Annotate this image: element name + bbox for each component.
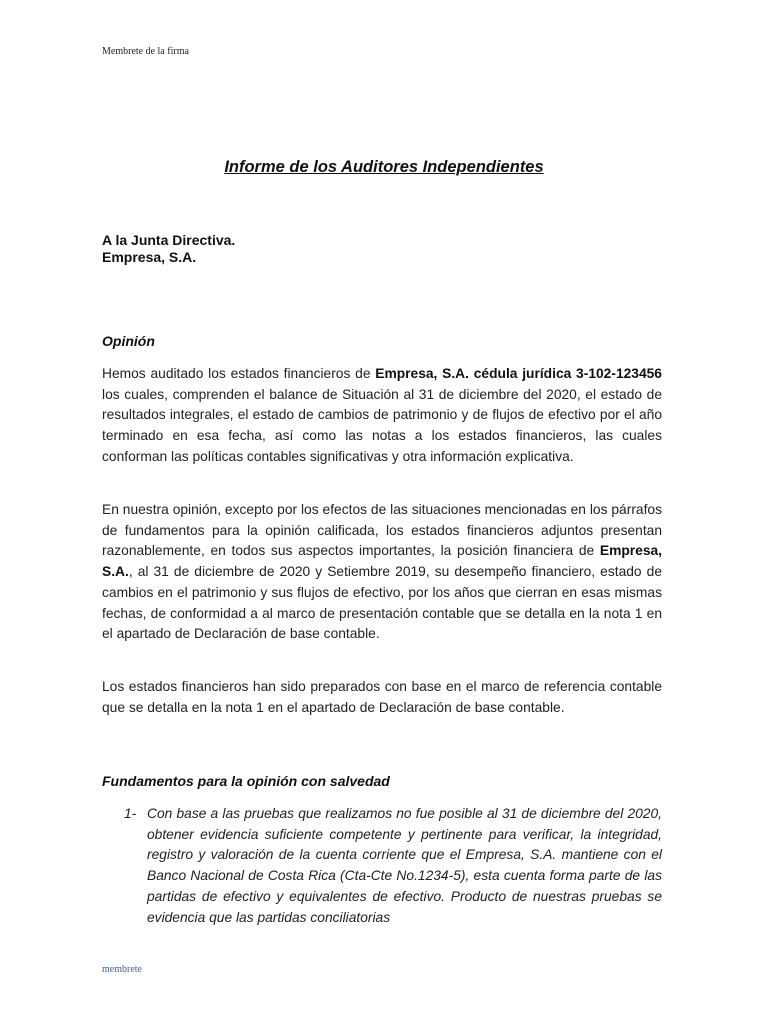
list-item-number: 1- [124,806,137,821]
opinion-p1-company: Empresa, S.A. cédula jurídica 3-102-123456 [375,366,662,381]
report-title: Informe de los Auditores Independientes [224,158,544,176]
opinion-paragraph-3: Los estados financieros han sido preparados con base en el marco de referencia contable que se detalla en la nota 1 en el apartado de Declaración de base contable. [102,679,662,715]
letterhead-footer: membrete [102,964,142,975]
addressee-block [102,232,235,266]
opinion-p2-company: Empresa, S.A. [102,543,662,580]
opinion-p1-text-start: Hemos auditado los estados financieros de [102,366,376,381]
addressee-line-2: Empresa, S.A. [102,249,197,265]
opinion-heading: Opinión [102,333,155,349]
list-item [124,804,662,928]
fundamentos-heading: Fundamentos para la opinión con salvedad [102,773,390,789]
opinion-p2-text-end: , al 31 de diciembre de 2020 y Setiembre 2019, su desempeño financiero, estado de cambios en el patrimonio y sus flujos de efectivo, por los años que cierran en esas mismas fechas, de conformidad a al marco de presentación contable que se detalla en la nota 1 en el apartado de Declaración de base contable. [102,564,662,642]
opinion-p2-text-start: En nuestra opinión, excepto por los efectos de las situaciones mencionadas en los párrafos de fundamentos para la opinión calificada, los estados financieros adjuntos presentan razonablemente, en todos sus aspectos importantes, la posición financiera de [102,502,662,559]
letterhead-header: Membrete de la firma [102,46,189,57]
list-item-text: Con base a las pruebas que realizamos no fue posible al 31 de diciembre del 2020, obtener evidencia suficiente competente y pertinente para verificar, la integridad, registro y valoración de la cuenta corriente que el Empresa, S.A. mantiene con el Banco Nacional de Costa Rica (Cta-Cte No.1234-5), esta cuenta forma parte de las partidas de efectivo y equivalentes de efectivo. Producto de nuestras pruebas se evidencia que las partidas conciliatorias [147,806,662,925]
opinion-paragraph-2 [102,500,662,645]
opinion-paragraph-1 [102,364,662,468]
opinion-p1-text-end: los cuales, comprenden el balance de Situación al 31 de diciembre del 2020, el estado de resultados integrales, el estado de cambios de patrimonio y de flujos de efectivo por el año terminado en esa fecha, así como las notas a los estados financieros, las cuales conforman las políticas contables significativas y otra información explicativa. [102,386,662,464]
addressee-line-1: A la Junta Directiva. [102,232,236,248]
